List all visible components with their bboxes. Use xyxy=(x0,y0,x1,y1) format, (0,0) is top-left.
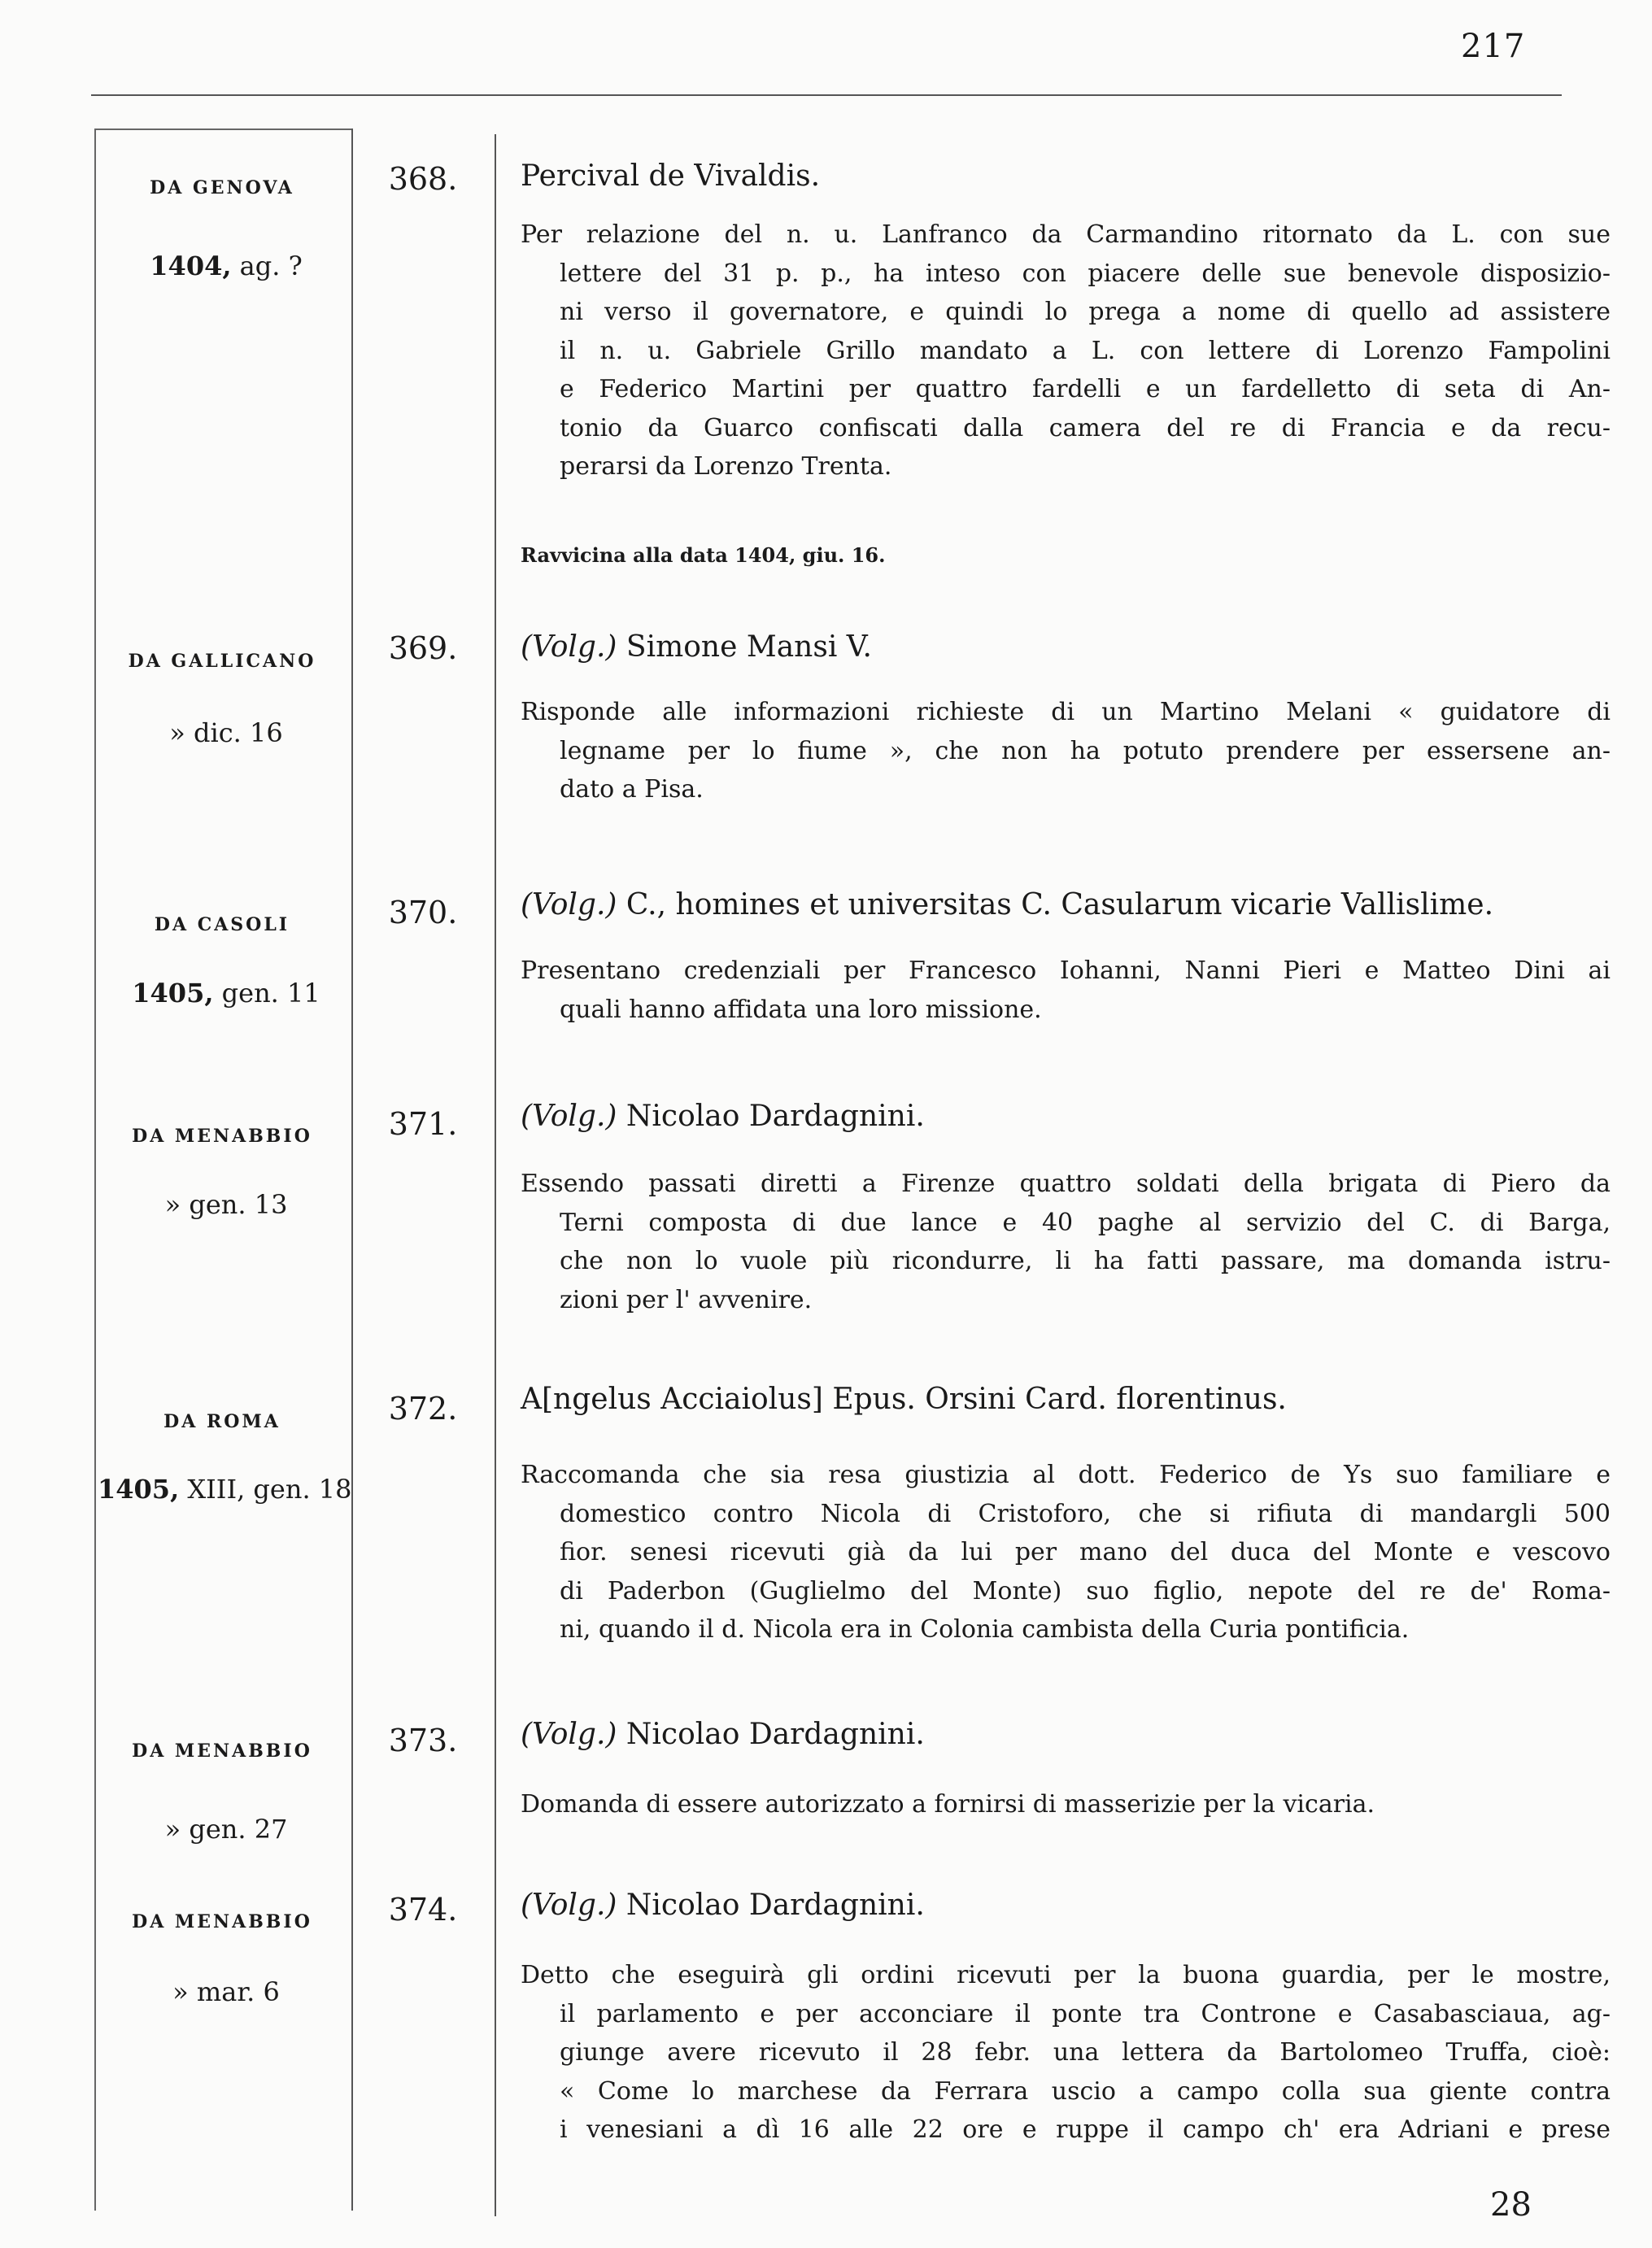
entry-number: 370. xyxy=(388,895,458,930)
entry-number: 374. xyxy=(388,1892,458,1928)
summary-line: Domanda di essere autorizzato a fornirsi di masserizie per la vicaria. xyxy=(521,1790,1375,1819)
date-day: » mar. 6 xyxy=(172,1976,280,2007)
summary-line: tonio da Guarco confiscati dalla camera del re di Francia e da recu- xyxy=(560,413,1611,442)
date-day: XIII, gen. 18 xyxy=(179,1474,352,1505)
date-day: » dic. 16 xyxy=(169,717,283,748)
summary-line: Presentano credenziali per Francesco Iohanni, Nanni Pieri e Matteo Dini ai xyxy=(521,956,1611,985)
date-day: » gen. 13 xyxy=(164,1189,288,1220)
entry-title xyxy=(521,1100,1611,1133)
summary-line: Detto che eseguirà gli ordini ricevuti per la buona guardia, per le mostre, xyxy=(521,1961,1611,1989)
entry-summary xyxy=(521,1785,1611,1824)
signature-mark: 28 xyxy=(1490,2186,1532,2224)
date-year: 1404, xyxy=(150,251,232,281)
entry-origin: DA MENABBIO xyxy=(132,1126,312,1147)
date-day: gen. 11 xyxy=(213,978,320,1009)
title-prefix: (Volg.) xyxy=(521,630,617,664)
entry-origin: DA MENABBIO xyxy=(132,1911,312,1932)
entry-origin: DA GALLICANO xyxy=(128,651,316,672)
entry-summary xyxy=(521,952,1611,1029)
column-rule-left xyxy=(94,129,96,2211)
summary-line: ni, quando il d. Nicola era in Colonia cambista della Curia pontificia. xyxy=(560,1615,1410,1644)
entry-date xyxy=(104,1814,348,1845)
title-text: Nicolao Dardagnini. xyxy=(617,1100,925,1133)
summary-line: il n. u. Gabriele Grillo mandato a L. con lettere di Lorenzo Fampolini xyxy=(560,336,1611,365)
summary-line: Raccomanda che sia resa giustizia al dott. Federico de Ys suo familiare e xyxy=(521,1461,1611,1489)
entry-summary xyxy=(521,1456,1611,1649)
summary-line: Terni composta di due lance e 40 paghe al servizio del C. di Barga, xyxy=(560,1208,1611,1237)
date-day: » gen. 27 xyxy=(164,1814,288,1845)
summary-line: quali hanno affidata una loro missione. xyxy=(560,995,1042,1024)
title-text: C., homines et universitas C. Casularum vicarie Vallislime. xyxy=(617,888,1494,921)
summary-line: Risponde alle informazioni richieste di un Martino Melani « guidatore di xyxy=(521,698,1611,726)
entry-origin: DA CASOLI xyxy=(154,914,290,935)
entry-date xyxy=(104,251,348,281)
summary-line: di Paderbon (Guglielmo del Monte) suo figlio, nepote del re de' Roma- xyxy=(560,1576,1611,1605)
entry-number: 373. xyxy=(388,1723,458,1758)
entry-summary xyxy=(521,216,1611,486)
summary-line: perarsi da Lorenzo Trenta. xyxy=(560,452,892,481)
entry-summary xyxy=(521,1165,1611,1319)
entry-title xyxy=(521,888,1611,921)
summary-line: Essendo passati diretti a Firenze quattro soldati della brigata di Piero da xyxy=(521,1170,1611,1198)
summary-line: fior. senesi ricevuti già da lui per mano del duca del Monte e vescovo xyxy=(560,1538,1611,1566)
summary-line: giunge avere ricevuto il 28 febr. una lettera da Bartolomeo Truffa, cioè: xyxy=(560,2038,1611,2067)
entry-title xyxy=(521,1718,1611,1751)
entry-number: 368. xyxy=(388,161,458,197)
entry-origin: DA ROMA xyxy=(163,1411,281,1432)
entry-number: 372. xyxy=(388,1391,458,1427)
page-number: 217 xyxy=(1461,28,1526,65)
title-text: Nicolao Dardagnini. xyxy=(617,1718,925,1751)
summary-line: ni verso il governatore, e quindi lo prega a nome di quello ad assistere xyxy=(560,298,1611,326)
entry-title xyxy=(521,1889,1611,1922)
entry-origin: DA GENOVA xyxy=(150,177,294,198)
summary-line: lettere del 31 p. p., ha inteso con piacere delle sue benevole disposizio- xyxy=(560,259,1611,288)
entry-title xyxy=(521,1383,1611,1416)
entry-date xyxy=(104,978,348,1009)
title-prefix: (Volg.) xyxy=(521,1889,617,1922)
entry-number: 369. xyxy=(388,630,458,666)
title-text: Percival de Vivaldis. xyxy=(521,159,821,193)
entry-title xyxy=(521,630,1611,664)
date-year: 1405, xyxy=(98,1474,180,1505)
title-prefix: (Volg.) xyxy=(521,1718,617,1751)
summary-line: dato a Pisa. xyxy=(560,775,704,804)
column-top-rule xyxy=(94,129,351,130)
title-prefix: (Volg.) xyxy=(521,888,617,921)
title-text: Nicolao Dardagnini. xyxy=(617,1889,925,1922)
summary-line: Per relazione del n. u. Lanfranco da Carmandino ritornato da L. con sue xyxy=(521,220,1611,249)
entry-note: Ravvicina alla data 1404, giu. 16. xyxy=(521,543,886,567)
entry-date xyxy=(104,1189,348,1220)
entry-date xyxy=(104,1976,348,2007)
entry-summary xyxy=(521,1956,1611,2150)
entry-date xyxy=(104,717,348,748)
summary-line: il parlamento e per acconciare il ponte tra Controne e Casabasciaua, ag- xyxy=(560,1999,1611,2028)
date-day: ag. ? xyxy=(231,251,303,281)
summary-line: zioni per l' avvenire. xyxy=(560,1285,813,1314)
summary-line: e Federico Martini per quattro fardelli e un fardelletto di seta di An- xyxy=(560,375,1611,403)
entry-number: 371. xyxy=(388,1106,458,1142)
title-prefix: (Volg.) xyxy=(521,1100,617,1133)
entry-date xyxy=(98,1474,374,1505)
summary-line: i venesiani a dì 16 alle 22 ore e ruppe il campo ch' era Adriani e prese xyxy=(560,2115,1611,2144)
date-year: 1405, xyxy=(132,978,214,1009)
summary-line: che non lo vuole più ricondurre, li ha fatti passare, ma domanda istru- xyxy=(560,1247,1611,1275)
entry-summary xyxy=(521,693,1611,809)
title-text: A[ngelus Acciaiolus] Epus. Orsini Card. florentinus. xyxy=(521,1383,1287,1416)
header-rule xyxy=(91,94,1562,96)
title-text: Simone Mansi V. xyxy=(617,630,872,664)
entry-title xyxy=(521,159,1611,193)
summary-line: « Come lo marchese da Ferrara uscio a campo colla sua giente contra xyxy=(560,2076,1611,2106)
column-rule-right xyxy=(495,134,496,2216)
summary-line: domestico contro Nicola di Cristoforo, che si rifiuta di mandargli 500 xyxy=(560,1499,1611,1528)
entry-origin: DA MENABBIO xyxy=(132,1740,312,1762)
column-rule-middle xyxy=(351,129,353,2211)
summary-line: legname per lo fiume », che non ha potuto prendere per essersene an- xyxy=(560,736,1611,765)
